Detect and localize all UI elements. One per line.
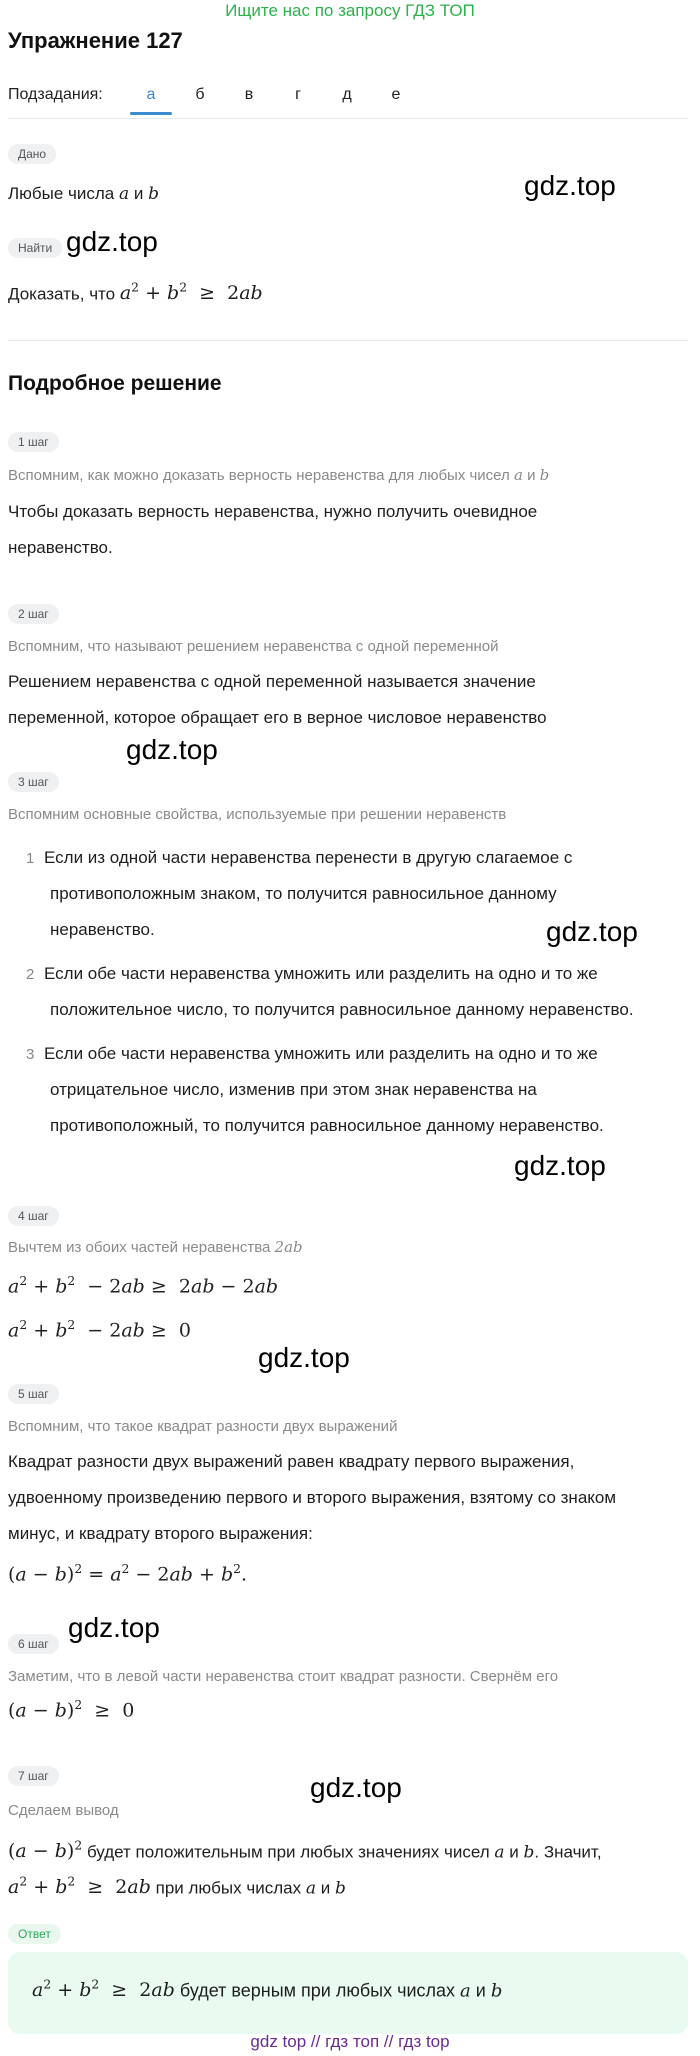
list-item-text: Если из одной части неравенства перенести в другую слагаемое с <box>44 848 573 867</box>
watermark: gdz.top <box>546 916 638 947</box>
step-text: минус, и квадрату второго выражения: <box>8 1524 313 1543</box>
find-text: Доказать, что $a^2 + b^2 \ge 2ab$ <box>8 281 263 305</box>
find-tag: Найти <box>8 238 62 258</box>
watermark: gdz.top <box>514 1150 606 1181</box>
watermark: gdz.top <box>310 1772 402 1803</box>
step-text: удвоенному произведению первого и второго выражения, взятому со знаком <box>8 1488 617 1507</box>
watermark: gdz.top <box>126 734 218 765</box>
given-text: Любые числа a и b <box>8 184 160 204</box>
step-hint: Вспомним, что такое квадрат разности двух выражений <box>8 1418 398 1435</box>
step-text: $a^2 + b^2 \ge 2ab$ при любых числах a и b <box>8 1875 346 1899</box>
step-hint: Вспомним, что называют решением неравенства с одной переменной <box>8 638 499 655</box>
list-number: 3 <box>26 1046 35 1063</box>
list-item-text: противоположным знаком, то получится равносильное данному <box>50 884 557 903</box>
answer-tag: Ответ <box>8 1924 61 1944</box>
section-title: Подробное решение <box>8 372 222 395</box>
step-text: неравенство. <box>8 538 113 557</box>
list-number: 1 <box>26 850 35 867</box>
active-tab-indicator <box>130 112 172 115</box>
list-item-text: отрицательное число, изменив при этом знак неравенства на <box>50 1080 537 1099</box>
search-banner: Ищите нас по запросу ГДЗ ТОП <box>225 1 475 20</box>
divider <box>8 340 688 341</box>
step-tag: 6 шаг <box>8 1634 59 1654</box>
formula: $(a - b)^2 = a^2 - 2ab + b^2$. <box>8 1562 248 1586</box>
step-tag: 4 шаг <box>8 1206 59 1226</box>
subtasks-label: Подзадания: <box>8 86 103 103</box>
watermark: gdz.top <box>66 226 158 257</box>
formula: $(a - b)^2 \ge 0$ <box>8 1698 135 1722</box>
step-text: $(a - b)^2$ будет положительным при любых значениях чисел a и b. Значит, <box>8 1839 602 1863</box>
formula: $a^2 + b^2 - 2ab \ge 0$ <box>8 1318 191 1342</box>
answer-text: $a^2 + b^2 \ge 2ab$ будет верным при любых числах a и b <box>32 1978 503 2002</box>
list-item-text: противоположный, то получится равносильное данному неравенство. <box>50 1116 604 1135</box>
divider <box>8 118 688 119</box>
step-text: Чтобы доказать верность неравенства, нужно получить очевидное <box>8 502 538 521</box>
step-text: Решением неравенства с одной переменной называется значение <box>8 672 536 691</box>
step-tag: 1 шаг <box>8 432 59 452</box>
step-hint: Вспомним, как можно доказать верность неравенства для любых чисел a и b <box>8 466 550 484</box>
subtask-tab-v[interactable]: в <box>244 86 254 103</box>
list-item-text: Если обе части неравенства умножить или разделить на одно и то же <box>44 1044 598 1063</box>
list-item-text: Если обе части неравенства умножить или разделить на одно и то же <box>44 964 598 983</box>
given-tag: Дано <box>8 144 56 164</box>
watermark: gdz.top <box>258 1342 350 1373</box>
subtask-tab-g[interactable]: г <box>295 86 301 103</box>
step-text: переменной, которое обращает его в верное числовое неравенство <box>8 708 547 727</box>
subtask-tab-a[interactable]: а <box>146 86 156 103</box>
watermark: gdz.top <box>68 1612 160 1643</box>
page-title: Упражнение 127 <box>8 28 183 53</box>
formula: $a^2 + b^2 - 2ab \ge 2ab - 2ab$ <box>8 1274 279 1298</box>
step-tag: 2 шаг <box>8 604 59 624</box>
step-hint: Вычтем из обоих частей неравенства 2ab <box>8 1238 303 1256</box>
subtask-tab-e[interactable]: е <box>391 86 401 103</box>
step-tag: 3 шаг <box>8 772 59 792</box>
footer-links[interactable]: gdz top // гдз топ // гдз top <box>250 2032 450 2051</box>
list-number: 2 <box>26 966 35 983</box>
watermark: gdz.top <box>524 170 616 201</box>
step-hint: Заметим, что в левой части неравенства стоит квадрат разности. Свернём его <box>8 1668 559 1685</box>
step-text: Квадрат разности двух выражений равен квадрату первого выражения, <box>8 1452 575 1471</box>
step-tag: 5 шаг <box>8 1384 59 1404</box>
step-hint: Вспомним основные свойства, используемые при решении неравенств <box>8 806 507 823</box>
subtask-tab-d[interactable]: д <box>342 86 352 103</box>
subtask-tab-b[interactable]: б <box>195 86 205 103</box>
list-item-text: неравенство. <box>50 920 155 939</box>
list-item-text: положительное число, то получится равносильное данному неравенство. <box>50 1000 634 1019</box>
step-hint: Сделаем вывод <box>8 1802 119 1819</box>
step-tag: 7 шаг <box>8 1766 59 1786</box>
